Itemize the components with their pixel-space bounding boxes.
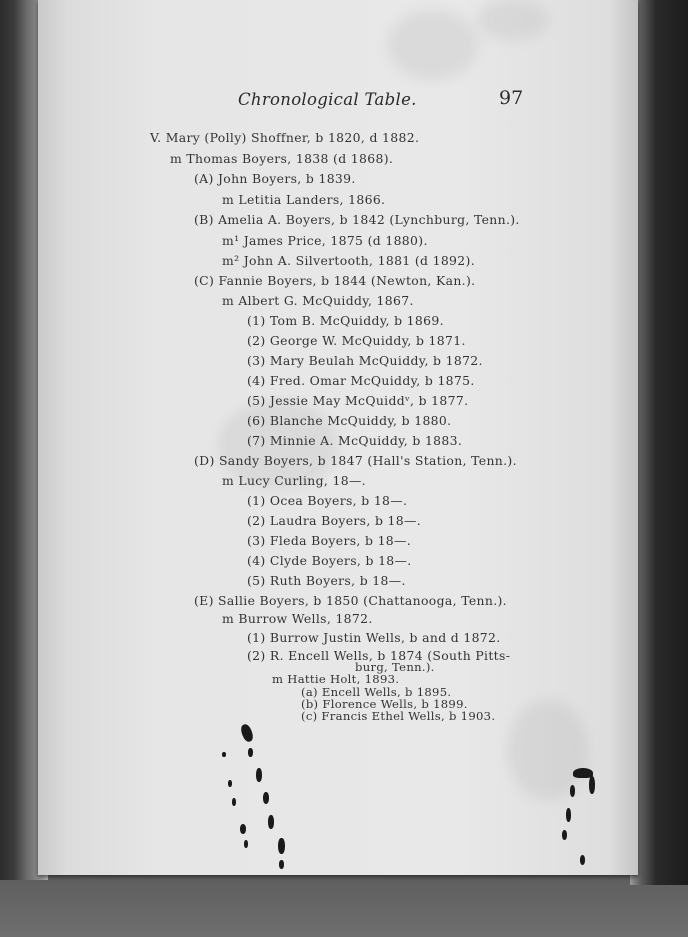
entry-line: m² John A. Silvertooth, 1881 (d 1892). — [222, 253, 475, 268]
entry-line: (1) Ocea Boyers, b 18—. — [247, 493, 408, 508]
page-number: 97 — [499, 87, 524, 109]
entry-line: (A) John Boyers, b 1839. — [194, 171, 356, 186]
entry-line: m Thomas Boyers, 1838 (d 1868). — [170, 151, 394, 166]
entry-line: m Burrow Wells, 1872. — [222, 611, 373, 626]
entry-line: burg, Tenn.). — [355, 660, 435, 674]
entry-line: (a) Encell Wells, b 1895. — [301, 685, 452, 699]
entry-line: (3) Fleda Boyers, b 18—. — [247, 533, 412, 548]
entry-line: (1) Tom B. McQuiddy, b 1869. — [247, 313, 444, 328]
entry-line: (2) George W. McQuiddy, b 1871. — [247, 333, 466, 348]
entry-line: (7) Minnie A. McQuiddy, b 1883. — [247, 433, 463, 448]
entry-line: (B) Amelia A. Boyers, b 1842 (Lynchburg, Tenn.). — [194, 212, 520, 227]
entry-line: (c) Francis Ethel Wells, b 1903. — [301, 709, 496, 723]
entry-line: m¹ James Price, 1875 (d 1880). — [222, 233, 428, 248]
entry-line: (E) Sallie Boyers, b 1850 (Chattanooga, Tenn.). — [194, 593, 507, 608]
entry-line: (5) Jessie May McQuiddᵛ, b 1877. — [247, 393, 469, 408]
entry-line: (3) Mary Beulah McQuiddy, b 1872. — [247, 353, 483, 368]
entry-line: m Lucy Curling, 18—. — [222, 473, 366, 488]
entry-line: (2) R. Encell Wells, b 1874 (South Pitts- — [247, 648, 511, 663]
book-cover-edge — [630, 0, 688, 885]
entry-line: (D) Sandy Boyers, b 1847 (Hall's Station, Tenn.). — [194, 453, 517, 468]
entry-line: (1) Burrow Justin Wells, b and d 1872. — [247, 630, 501, 645]
entry-line: (4) Fred. Omar McQuiddy, b 1875. — [247, 373, 475, 388]
entry-line: (5) Ruth Boyers, b 18—. — [247, 573, 406, 588]
entry-line: (4) Clyde Boyers, b 18—. — [247, 553, 412, 568]
entry-line: (2) Laudra Boyers, b 18—. — [247, 513, 422, 528]
entry-line: (b) Florence Wells, b 1899. — [301, 697, 468, 711]
entry-line: V. Mary (Polly) Shoffner, b 1820, d 1882. — [150, 130, 420, 145]
entry-line: (6) Blanche McQuiddy, b 1880. — [247, 413, 452, 428]
running-header-title: Chronological Table. — [238, 90, 417, 109]
entry-line: m Hattie Holt, 1893. — [272, 672, 400, 686]
entry-line: (C) Fannie Boyers, b 1844 (Newton, Kan.). — [194, 273, 476, 288]
entry-line: m Albert G. McQuiddy, 1867. — [222, 293, 414, 308]
entry-line: m Letitia Landers, 1866. — [222, 192, 386, 207]
